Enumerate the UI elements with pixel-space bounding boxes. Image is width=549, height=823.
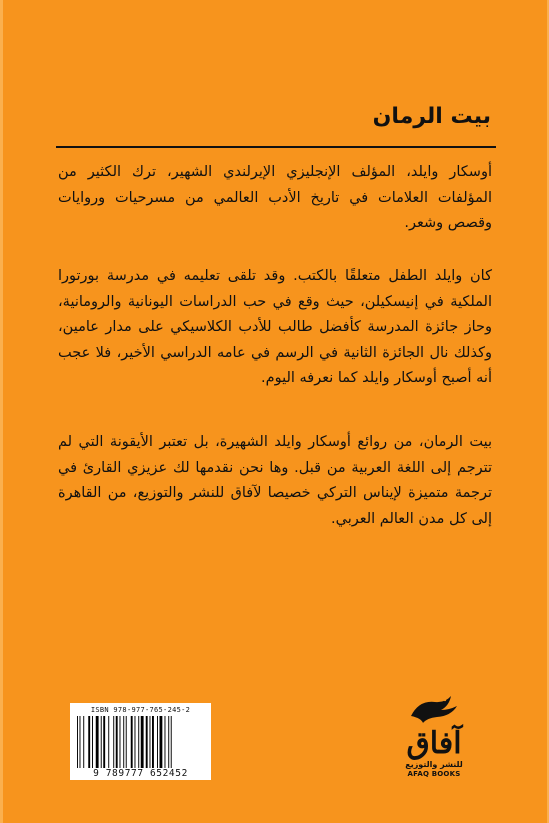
synopsis-paragraph-1: أوسكار وايلد، المؤلف الإنجليزي الإيرلندي الشهير، ترك الكثير من المؤلفات العلامات في تاريخ الأدب العالمي من مسرحيات وروايات وقصص وشعر. — [58, 164, 492, 231]
barcode-bars — [75, 716, 206, 768]
title-underline — [56, 146, 496, 148]
publisher-tagline: للنشر والتوزيع — [405, 760, 463, 769]
publisher-logo-name: آفاق — [406, 726, 462, 761]
barcode-digits: 9 789777 652452 — [93, 768, 188, 779]
left-edge-strip — [0, 0, 3, 823]
synopsis-paragraph-2: كان وايلد الطفل متعلقًا بالكتب. وقد تلقى تعليمه في مدرسة بورتورا الملكية في إنيسكيلن، حيث وقع في حب الدراسات اليونانية والرومانية، وحاز جائزة المدرسة كأفضل طالب للأدب الكلاسيكي على مدار عامين، وكذلك نال الجائزة الثانية في الرسم في عامه الدراسي الأخير، فلا عجب أنه أصبح أوسكار وايلد كما نعرفه اليوم. — [58, 268, 492, 386]
publisher-name-en: AFAQ BOOKS — [407, 770, 461, 778]
bird-icon — [405, 690, 463, 724]
publisher-logo — [405, 690, 463, 800]
isbn-barcode — [70, 703, 211, 780]
isbn-label: ISBN 978-977-765-245-2 — [90, 706, 191, 714]
book-title: بيت الرمان — [372, 104, 491, 129]
synopsis-paragraph-3: بيت الرمان، من روائع أوسكار وايلد الشهيرة، بل تعتبر الأيقونة التي لم تترجم إلى اللغة العربية من قبل. وها نحن نقدمها لك عزيزي القارئ في ترجمة متميزة لإيناس التركي خصيصا لآفاق للنشر والتوزيع، من القاهرة إلى كل مدن العالم العربي. — [58, 434, 492, 527]
